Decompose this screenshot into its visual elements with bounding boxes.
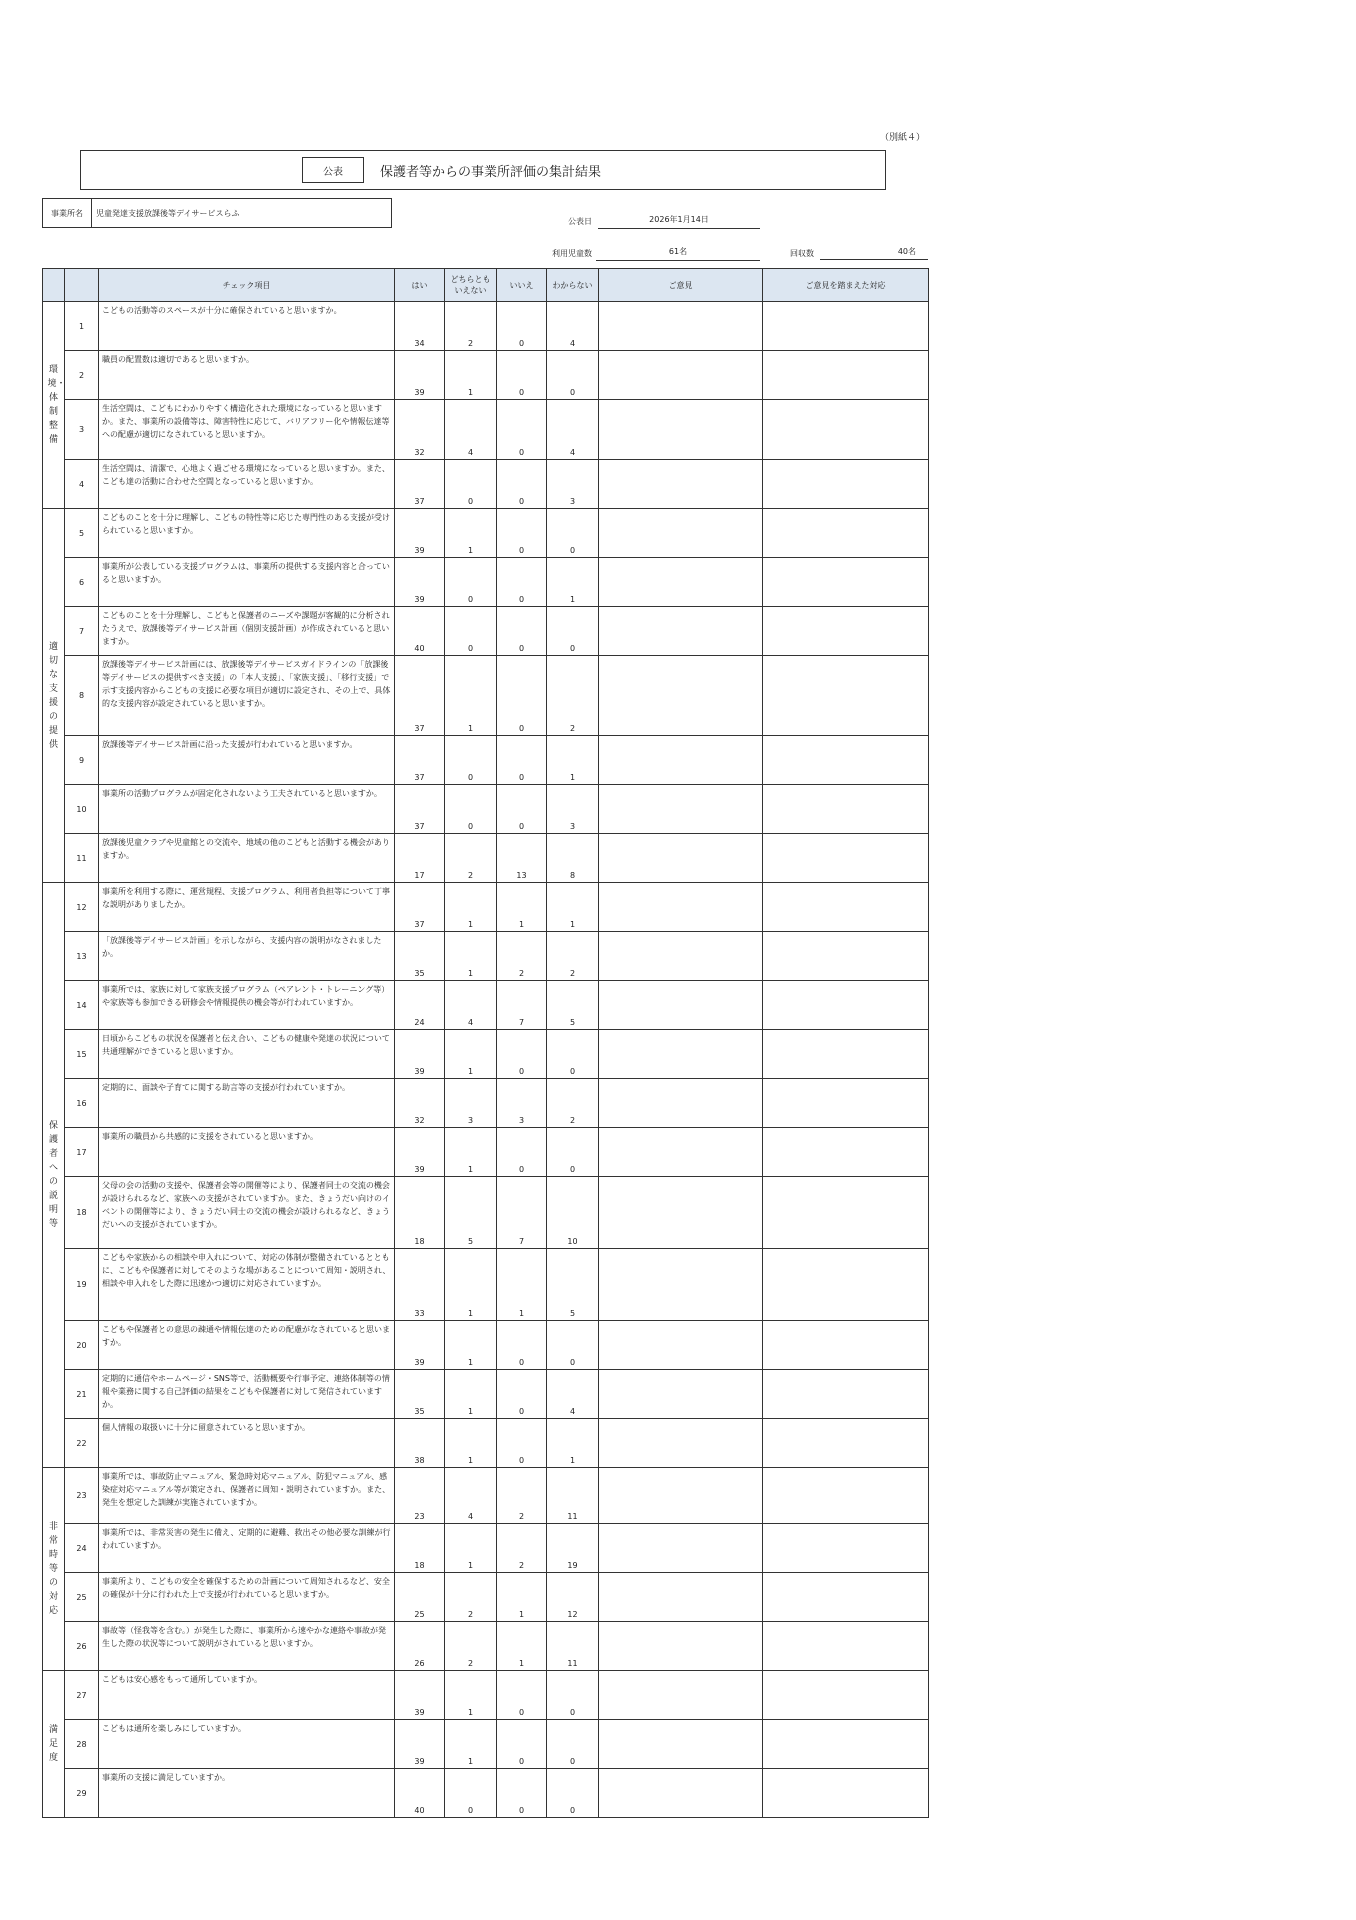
table-header-row: [43, 269, 929, 302]
question-number: 2: [65, 351, 99, 400]
question-text: 事業所の職員から共感的に支援をされていると思いますか。: [99, 1128, 395, 1177]
question-number: 10: [65, 785, 99, 834]
question-text: 事故等（怪我等を含む。）が発生した際に、事業所から速やかな連絡や事故が発生した際の状況等について説明がされていると思いますか。: [99, 1622, 395, 1671]
question-number: 20: [65, 1321, 99, 1370]
question-text: 定期的に、面談や子育てに関する助言等の支援が行われていますか。: [99, 1079, 395, 1128]
question-number: 8: [65, 656, 99, 736]
question-number: 6: [65, 558, 99, 607]
question-text: 生活空間は、こどもにわかりやすく構造化された環境になっていると思いますか。また、事業所の設備等は、障害特性に応じて、バリアフリー化や情報伝達等への配慮が適切になされていると思いますか。: [99, 400, 395, 460]
opinion-cell: [599, 656, 763, 736]
opinion-cell: [599, 736, 763, 785]
question-text: 事業所の支援に満足していますか。: [99, 1769, 395, 1818]
answer-neutral: 0: [445, 460, 497, 509]
answer-no: 0: [497, 1030, 547, 1079]
opinion-cell: [599, 883, 763, 932]
office-name: 児童発達支援放課後等デイサービスらふ: [96, 208, 240, 218]
question-text: 日頃からこどもの状況を保護者と伝え合い、こどもの健康や発達の状況について共通理解ができていると思いますか。: [99, 1030, 395, 1079]
answer-neutral: 1: [445, 1524, 497, 1573]
response-cell: [763, 656, 929, 736]
response-cell: [763, 558, 929, 607]
response-cell: [763, 736, 929, 785]
response-cell: [763, 1128, 929, 1177]
answer-yes: 40: [395, 1769, 445, 1818]
answer-no: 0: [497, 509, 547, 558]
answer-no: 0: [497, 607, 547, 656]
question-text: 「放課後等デイサービス計画」を示しながら、支援内容の説明がなされましたか。: [99, 932, 395, 981]
answer-yes: 37: [395, 656, 445, 736]
category-cell: [43, 302, 65, 509]
opinion-cell: [599, 1128, 763, 1177]
evaluation-table: [42, 268, 929, 1818]
response-cell: [763, 834, 929, 883]
answer-unknown: 11: [547, 1468, 599, 1524]
table-row: [43, 1128, 929, 1177]
opinion-cell: [599, 1622, 763, 1671]
question-number: 29: [65, 1769, 99, 1818]
answer-yes: 35: [395, 932, 445, 981]
table-row: [43, 509, 929, 558]
table-row: [43, 1468, 929, 1524]
answer-unknown: 19: [547, 1524, 599, 1573]
answer-unknown: 2: [547, 1079, 599, 1128]
header-category: [43, 269, 65, 302]
answer-yes: 37: [395, 785, 445, 834]
answer-unknown: 1: [547, 1419, 599, 1468]
answer-no: 0: [497, 656, 547, 736]
answer-unknown: 2: [547, 932, 599, 981]
answer-unknown: 4: [547, 1370, 599, 1419]
answer-yes: 37: [395, 460, 445, 509]
answer-no: 0: [497, 1419, 547, 1468]
answer-neutral: 1: [445, 1370, 497, 1419]
answer-no: 0: [497, 1128, 547, 1177]
answer-unknown: 5: [547, 981, 599, 1030]
question-number: 22: [65, 1419, 99, 1468]
header-response: ご意見を踏まえた対応: [763, 269, 929, 302]
answer-no: 0: [497, 1769, 547, 1818]
answer-no: 0: [497, 1321, 547, 1370]
question-number: 26: [65, 1622, 99, 1671]
answer-yes: 32: [395, 400, 445, 460]
response-cell: [763, 1720, 929, 1769]
response-cell: [763, 785, 929, 834]
question-text: 生活空間は、清潔で、心地よく過ごせる環境になっていると思いますか。また、こども達の活動に合わせた空間となっていると思いますか。: [99, 460, 395, 509]
answer-yes: 17: [395, 834, 445, 883]
table-row: [43, 1079, 929, 1128]
answer-unknown: 11: [547, 1622, 599, 1671]
answer-neutral: 3: [445, 1079, 497, 1128]
answer-neutral: 1: [445, 509, 497, 558]
question-text: 事業所の活動プログラムが固定化されないよう工夫されていると思いますか。: [99, 785, 395, 834]
answer-neutral: 2: [445, 1622, 497, 1671]
opinion-cell: [599, 607, 763, 656]
response-cell: [763, 1321, 929, 1370]
answer-unknown: 0: [547, 1128, 599, 1177]
response-cell: [763, 1177, 929, 1249]
answer-yes: 39: [395, 351, 445, 400]
table-row: [43, 1030, 929, 1079]
table-body: [43, 302, 929, 1818]
public-badge: 公表: [302, 157, 364, 183]
response-cell: [763, 400, 929, 460]
question-number: 16: [65, 1079, 99, 1128]
question-text: 放課後児童クラブや児童館との交流や、地域の他のこどもと活動する機会がありますか。: [99, 834, 395, 883]
answer-no: 2: [497, 932, 547, 981]
answer-neutral: 5: [445, 1177, 497, 1249]
question-text: 放課後等デイサービス計画には、放課後等デイサービスガイドラインの「放課後等デイサービスの提供すべき支援」の「本人支援」、「家族支援」、「移行支援」で示す支援内容からこどもの支援に必要な項目が適切に設定され、その上で、具体的な支援内容が設定されていると思いますか。: [99, 656, 395, 736]
question-number: 18: [65, 1177, 99, 1249]
opinion-cell: [599, 1671, 763, 1720]
answer-neutral: 1: [445, 932, 497, 981]
opinion-cell: [599, 1321, 763, 1370]
answer-unknown: 12: [547, 1573, 599, 1622]
answer-neutral: 1: [445, 1030, 497, 1079]
question-text: 事業所では、家族に対して家族支援プログラム（ペアレント・トレーニング等）や家族等も参加できる研修会や情報提供の機会等が行われていますか。: [99, 981, 395, 1030]
answer-no: 0: [497, 400, 547, 460]
answer-unknown: 4: [547, 400, 599, 460]
response-cell: [763, 1769, 929, 1818]
opinion-cell: [599, 1030, 763, 1079]
table-row: [43, 785, 929, 834]
table-row: [43, 834, 929, 883]
answer-no: 0: [497, 736, 547, 785]
answer-unknown: 0: [547, 1321, 599, 1370]
table-row: [43, 1720, 929, 1769]
question-text: こどもの活動等のスペースが十分に確保されていると思いますか。: [99, 302, 395, 351]
opinion-cell: [599, 1769, 763, 1818]
question-text: 事業所より、こどもの安全を確保するための計画について周知されるなど、安全の確保が十分に行われた上で支援が行われていると思いますか。: [99, 1573, 395, 1622]
opinion-cell: [599, 400, 763, 460]
category-label: 満足度: [48, 1725, 58, 1763]
question-number: 15: [65, 1030, 99, 1079]
answer-yes: 35: [395, 1370, 445, 1419]
category-label: 保護者への説明等: [48, 1121, 58, 1229]
table-row: [43, 558, 929, 607]
question-number: 1: [65, 302, 99, 351]
question-text: 職員の配置数は適切であると思いますか。: [99, 351, 395, 400]
answer-unknown: 0: [547, 607, 599, 656]
question-number: 5: [65, 509, 99, 558]
question-number: 7: [65, 607, 99, 656]
answer-yes: 18: [395, 1524, 445, 1573]
table-row: [43, 1419, 929, 1468]
response-cell: [763, 883, 929, 932]
answer-no: 7: [497, 1177, 547, 1249]
answer-no: 0: [497, 302, 547, 351]
opinion-cell: [599, 1370, 763, 1419]
opinion-cell: [599, 1419, 763, 1468]
answer-no: 0: [497, 1720, 547, 1769]
question-number: 23: [65, 1468, 99, 1524]
question-text: 放課後等デイサービス計画に沿った支援が行われていると思いますか。: [99, 736, 395, 785]
category-label: 非常時等の対応: [48, 1522, 58, 1616]
answer-yes: 18: [395, 1177, 445, 1249]
question-number: 13: [65, 932, 99, 981]
answer-neutral: 0: [445, 1769, 497, 1818]
question-text: 定期的に通信やホームページ・SNS等で、活動概要や行事予定、連絡体制等の情報や業務に関する自己評価の結果をこどもや保護者に対して発信されていますか。: [99, 1370, 395, 1419]
table-row: [43, 1177, 929, 1249]
answer-no: 1: [497, 1573, 547, 1622]
header-neutral: [445, 269, 497, 302]
answer-yes: 39: [395, 558, 445, 607]
answer-neutral: 1: [445, 351, 497, 400]
answer-yes: 23: [395, 1468, 445, 1524]
opinion-cell: [599, 460, 763, 509]
question-text: こどもは通所を楽しみにしていますか。: [99, 1720, 395, 1769]
category-cell: [43, 883, 65, 1468]
answer-yes: 39: [395, 1128, 445, 1177]
answer-no: 0: [497, 1370, 547, 1419]
header-neutral-line1: どちらとも: [450, 275, 491, 284]
answer-yes: 32: [395, 1079, 445, 1128]
answer-no: 13: [497, 834, 547, 883]
question-number: 19: [65, 1249, 99, 1321]
document-reference: （別紙４）: [880, 133, 926, 143]
answer-yes: 39: [395, 1030, 445, 1079]
answer-unknown: 3: [547, 460, 599, 509]
question-text: こどもは安心感をもって通所していますか。: [99, 1671, 395, 1720]
category-cell: [43, 509, 65, 883]
table-row: [43, 607, 929, 656]
response-cell: [763, 1468, 929, 1524]
answer-unknown: 0: [547, 1720, 599, 1769]
question-text: 父母の会の活動の支援や、保護者会等の開催等により、保護者同士の交流の機会が設けられるなど、家族への支援がされていますか。また、きょうだい向けのイベントの開催等により、きょうだい同士の交流の機会が設けられるなど、きょうだいへの支援がされていますか。: [99, 1177, 395, 1249]
answer-no: 2: [497, 1468, 547, 1524]
answer-neutral: 2: [445, 1573, 497, 1622]
question-number: 14: [65, 981, 99, 1030]
answer-yes: 26: [395, 1622, 445, 1671]
question-text: こどものことを十分理解し、こどもと保護者のニーズや課題が客観的に分析されたうえで、放課後等デイサービス計画（個別支援計画）が作成されていると思いますか。: [99, 607, 395, 656]
question-number: 9: [65, 736, 99, 785]
answer-neutral: 4: [445, 981, 497, 1030]
answer-no: 0: [497, 351, 547, 400]
header-no: いいえ: [497, 269, 547, 302]
opinion-cell: [599, 1720, 763, 1769]
answer-no: 1: [497, 883, 547, 932]
answer-neutral: 0: [445, 785, 497, 834]
answer-unknown: 1: [547, 558, 599, 607]
table-row: [43, 302, 929, 351]
answer-no: 1: [497, 1249, 547, 1321]
answer-no: 1: [497, 1622, 547, 1671]
opinion-cell: [599, 509, 763, 558]
answer-no: 3: [497, 1079, 547, 1128]
answer-yes: 25: [395, 1573, 445, 1622]
opinion-cell: [599, 351, 763, 400]
answer-unknown: 0: [547, 509, 599, 558]
question-text: こどものことを十分に理解し、こどもの特性等に応じた専門性のある支援が受けられていると思いますか。: [99, 509, 395, 558]
table-row: [43, 400, 929, 460]
answer-yes: 33: [395, 1249, 445, 1321]
response-cell: [763, 460, 929, 509]
answer-unknown: 1: [547, 736, 599, 785]
responses-count-value: 40名: [820, 246, 928, 260]
answer-unknown: 0: [547, 1671, 599, 1720]
response-cell: [763, 1671, 929, 1720]
answer-yes: 39: [395, 509, 445, 558]
answer-no: 0: [497, 785, 547, 834]
answer-neutral: 1: [445, 1419, 497, 1468]
page-title: 保護者等からの事業所評価の集計結果: [380, 165, 602, 180]
answer-neutral: 1: [445, 1321, 497, 1370]
answer-no: 0: [497, 558, 547, 607]
answer-neutral: 0: [445, 607, 497, 656]
question-text: こどもや家族からの相談や申入れについて、対応の体制が整備されているとともに、こどもや保護者に対してそのような場があることについて周知・説明され、相談や申入れをした際に迅速かつ適切に対応されていますか。: [99, 1249, 395, 1321]
publish-date-value: 2026年1月14日: [598, 214, 760, 229]
answer-neutral: 4: [445, 1468, 497, 1524]
answer-unknown: 0: [547, 1769, 599, 1818]
answer-neutral: 1: [445, 1249, 497, 1321]
opinion-cell: [599, 1177, 763, 1249]
table-row: [43, 1573, 929, 1622]
answer-yes: 39: [395, 1720, 445, 1769]
opinion-cell: [599, 981, 763, 1030]
table-row: [43, 1769, 929, 1818]
answer-unknown: 0: [547, 1030, 599, 1079]
response-cell: [763, 1419, 929, 1468]
response-cell: [763, 1622, 929, 1671]
opinion-cell: [599, 1524, 763, 1573]
office-label: 事業所名: [43, 199, 92, 227]
answer-no: 0: [497, 460, 547, 509]
opinion-cell: [599, 1468, 763, 1524]
table-row: [43, 1622, 929, 1671]
table-row: [43, 1321, 929, 1370]
table-row: [43, 1249, 929, 1321]
answer-yes: 39: [395, 1671, 445, 1720]
answer-no: 2: [497, 1524, 547, 1573]
category-cell: [43, 1671, 65, 1818]
answer-yes: 34: [395, 302, 445, 351]
answer-unknown: 10: [547, 1177, 599, 1249]
office-box: [42, 198, 392, 228]
response-cell: [763, 1573, 929, 1622]
table-row: [43, 883, 929, 932]
table-row: [43, 1671, 929, 1720]
publish-date-label: 公表日: [568, 217, 592, 226]
answer-neutral: 0: [445, 736, 497, 785]
table-row: [43, 1524, 929, 1573]
opinion-cell: [599, 1079, 763, 1128]
answer-neutral: 2: [445, 834, 497, 883]
opinion-cell: [599, 558, 763, 607]
answer-unknown: 0: [547, 351, 599, 400]
answer-yes: 37: [395, 736, 445, 785]
category-label: 適切な支援の提供: [48, 641, 58, 750]
table-row: [43, 460, 929, 509]
answer-unknown: 5: [547, 1249, 599, 1321]
opinion-cell: [599, 302, 763, 351]
response-cell: [763, 1079, 929, 1128]
question-text: 事業所が公表している支援プログラムは、事業所の提供する支援内容と合っていると思いますか。: [99, 558, 395, 607]
answer-neutral: 1: [445, 1720, 497, 1769]
question-text: 事業所を利用する際に、運営規程、支援プログラム、利用者負担等について丁寧な説明がありましたか。: [99, 883, 395, 932]
question-text: 事業所では、事故防止マニュアル、緊急時対応マニュアル、防犯マニュアル、感染症対応マニュアル等が策定され、保護者に周知・説明されていますか。また、発生を想定した訓練が実施されていますか。: [99, 1468, 395, 1524]
question-number: 3: [65, 400, 99, 460]
response-cell: [763, 509, 929, 558]
question-text: こどもや保護者との意思の疎通や情報伝達のための配慮がなされていると思いますか。: [99, 1321, 395, 1370]
response-cell: [763, 607, 929, 656]
answer-neutral: 1: [445, 883, 497, 932]
answer-neutral: 4: [445, 400, 497, 460]
answer-unknown: 1: [547, 883, 599, 932]
answer-yes: 38: [395, 1419, 445, 1468]
category-cell: [43, 1468, 65, 1671]
answer-unknown: 2: [547, 656, 599, 736]
answer-yes: 37: [395, 883, 445, 932]
question-number: 24: [65, 1524, 99, 1573]
response-cell: [763, 302, 929, 351]
answer-neutral: 1: [445, 656, 497, 736]
header-opinion: ご意見: [599, 269, 763, 302]
answer-unknown: 4: [547, 302, 599, 351]
category-label: 環境・体制整備: [47, 365, 66, 445]
question-number: 28: [65, 1720, 99, 1769]
question-number: 17: [65, 1128, 99, 1177]
table-row: [43, 656, 929, 736]
response-cell: [763, 981, 929, 1030]
table-row: [43, 736, 929, 785]
question-number: 21: [65, 1370, 99, 1419]
answer-yes: 40: [395, 607, 445, 656]
header-check-item: チェック項目: [99, 269, 395, 302]
answer-neutral: 0: [445, 558, 497, 607]
answer-neutral: 2: [445, 302, 497, 351]
answer-unknown: 3: [547, 785, 599, 834]
response-cell: [763, 1524, 929, 1573]
table-row: [43, 981, 929, 1030]
question-number: 25: [65, 1573, 99, 1622]
header-unknown: わからない: [547, 269, 599, 302]
answer-neutral: 1: [445, 1128, 497, 1177]
answer-no: 0: [497, 1671, 547, 1720]
table-row: [43, 932, 929, 981]
response-cell: [763, 351, 929, 400]
question-number: 4: [65, 460, 99, 509]
question-text: 個人情報の取扱いに十分に留意されていると思いますか。: [99, 1419, 395, 1468]
opinion-cell: [599, 1573, 763, 1622]
answer-yes: 39: [395, 1321, 445, 1370]
opinion-cell: [599, 932, 763, 981]
header-number: [65, 269, 99, 302]
response-cell: [763, 932, 929, 981]
answer-neutral: 1: [445, 1671, 497, 1720]
opinion-cell: [599, 834, 763, 883]
opinion-cell: [599, 1249, 763, 1321]
users-count-label: 利用児童数: [552, 249, 592, 258]
question-text: 事業所では、非常災害の発生に備え、定期的に避難、救出その他必要な訓練が行われていますか。: [99, 1524, 395, 1573]
header-yes: はい: [395, 269, 445, 302]
response-cell: [763, 1249, 929, 1321]
response-cell: [763, 1370, 929, 1419]
answer-unknown: 8: [547, 834, 599, 883]
header-neutral-line2: いえない: [454, 286, 487, 295]
users-count-value: 61名: [596, 246, 760, 261]
table-row: [43, 1370, 929, 1419]
table-row: [43, 351, 929, 400]
answer-no: 7: [497, 981, 547, 1030]
question-number: 11: [65, 834, 99, 883]
responses-count-label: 回収数: [790, 249, 814, 258]
question-number: 12: [65, 883, 99, 932]
response-cell: [763, 1030, 929, 1079]
answer-yes: 24: [395, 981, 445, 1030]
opinion-cell: [599, 785, 763, 834]
question-number: 27: [65, 1671, 99, 1720]
